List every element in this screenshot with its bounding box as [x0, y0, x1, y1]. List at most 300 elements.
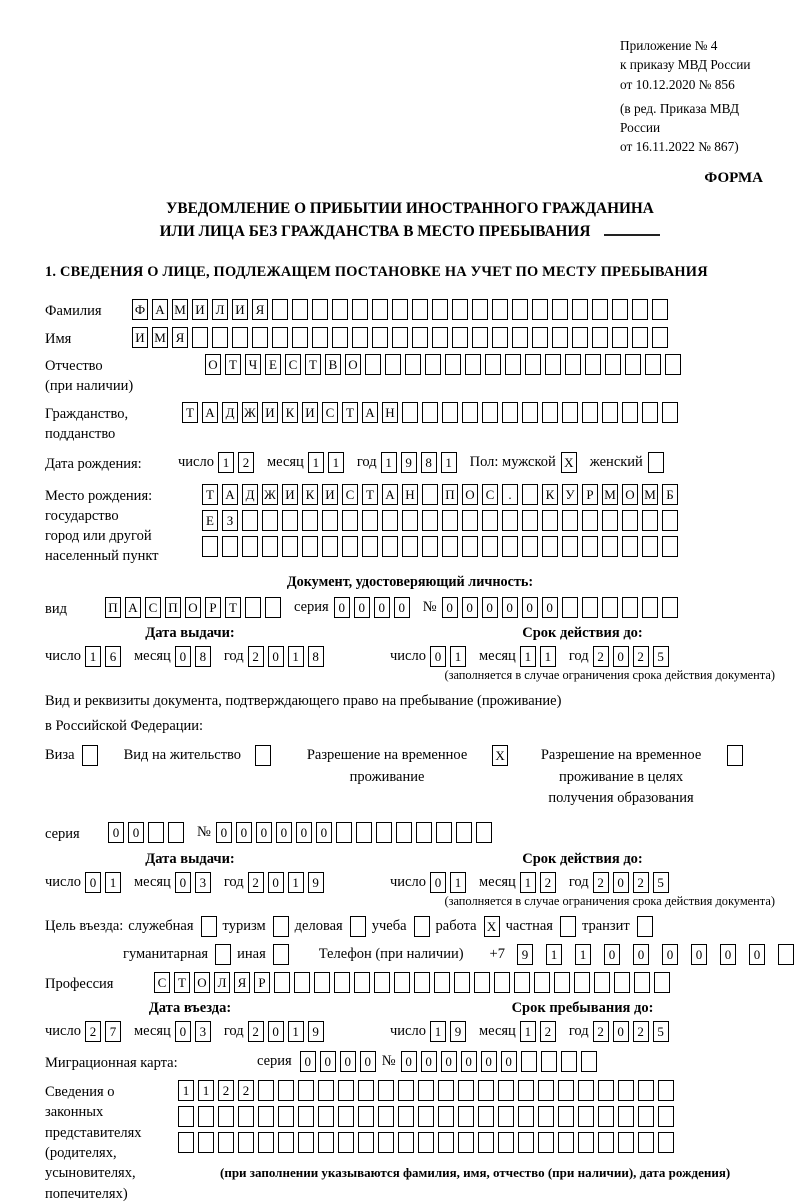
char-cell[interactable]: [578, 1080, 594, 1101]
char-cell[interactable]: [416, 822, 432, 843]
char-cell[interactable]: [334, 972, 350, 993]
char-cell[interactable]: [538, 1106, 554, 1127]
char-cell[interactable]: [525, 354, 541, 375]
phone-input[interactable]: [510, 944, 800, 965]
char-cell[interactable]: [422, 536, 438, 557]
char-cell[interactable]: [638, 1080, 654, 1101]
char-cell[interactable]: [505, 354, 521, 375]
char-cell[interactable]: [238, 1132, 254, 1153]
char-cell[interactable]: 0: [216, 822, 232, 843]
char-cell[interactable]: [532, 299, 548, 320]
char-cell[interactable]: Т: [362, 484, 378, 505]
char-cell[interactable]: 0: [401, 1051, 417, 1072]
char-cell[interactable]: [498, 1106, 514, 1127]
doc-valid-year-input[interactable]: [593, 646, 673, 667]
char-cell[interactable]: [492, 327, 508, 348]
char-cell[interactable]: О: [462, 484, 478, 505]
char-cell[interactable]: 0: [430, 646, 446, 667]
char-cell[interactable]: [332, 299, 348, 320]
char-cell[interactable]: [622, 536, 638, 557]
char-cell[interactable]: [402, 402, 418, 423]
char-cell[interactable]: [498, 1132, 514, 1153]
char-cell[interactable]: [178, 1106, 194, 1127]
char-cell[interactable]: [645, 354, 661, 375]
char-cell[interactable]: 9: [517, 944, 533, 965]
char-cell[interactable]: М: [152, 327, 168, 348]
char-cell[interactable]: Т: [174, 972, 190, 993]
char-cell[interactable]: [272, 327, 288, 348]
char-cell[interactable]: [202, 536, 218, 557]
stay-year-input[interactable]: [593, 1021, 673, 1042]
char-cell[interactable]: [552, 299, 568, 320]
char-cell[interactable]: 8: [308, 646, 324, 667]
birthplace-line1-input[interactable]: [202, 484, 682, 505]
doc-valid-month-input[interactable]: [520, 646, 560, 667]
char-cell[interactable]: [541, 1051, 557, 1072]
char-cell[interactable]: [314, 972, 330, 993]
char-cell[interactable]: [498, 1080, 514, 1101]
char-cell[interactable]: К: [282, 402, 298, 423]
char-cell[interactable]: [212, 327, 228, 348]
char-cell[interactable]: [445, 354, 461, 375]
char-cell[interactable]: 0: [613, 1021, 629, 1042]
res-issue-year-input[interactable]: [248, 872, 328, 893]
char-cell[interactable]: [222, 536, 238, 557]
sex-female-checkbox[interactable]: [648, 452, 664, 473]
char-cell[interactable]: 0: [482, 597, 498, 618]
char-cell[interactable]: [632, 327, 648, 348]
char-cell[interactable]: [452, 327, 468, 348]
char-cell[interactable]: [602, 536, 618, 557]
doc-number-input[interactable]: [442, 597, 682, 618]
char-cell[interactable]: П: [442, 484, 458, 505]
char-cell[interactable]: И: [232, 299, 248, 320]
char-cell[interactable]: 2: [633, 872, 649, 893]
char-cell[interactable]: 0: [175, 1021, 191, 1042]
char-cell[interactable]: 0: [354, 597, 370, 618]
char-cell[interactable]: 0: [128, 822, 144, 843]
char-cell[interactable]: [605, 354, 621, 375]
char-cell[interactable]: [436, 822, 452, 843]
char-cell[interactable]: [218, 1132, 234, 1153]
char-cell[interactable]: 0: [268, 1021, 284, 1042]
char-cell[interactable]: [662, 510, 678, 531]
char-cell[interactable]: 0: [522, 597, 538, 618]
char-cell[interactable]: О: [205, 354, 221, 375]
char-cell[interactable]: [534, 972, 550, 993]
char-cell[interactable]: [278, 1080, 294, 1101]
char-cell[interactable]: 1: [105, 872, 121, 893]
char-cell[interactable]: [482, 402, 498, 423]
char-cell[interactable]: Т: [305, 354, 321, 375]
char-cell[interactable]: [582, 536, 598, 557]
char-cell[interactable]: 9: [308, 1021, 324, 1042]
char-cell[interactable]: [638, 1106, 654, 1127]
char-cell[interactable]: [572, 299, 588, 320]
char-cell[interactable]: [558, 1132, 574, 1153]
char-cell[interactable]: [642, 536, 658, 557]
char-cell[interactable]: [298, 1106, 314, 1127]
char-cell[interactable]: [425, 354, 441, 375]
char-cell[interactable]: 0: [501, 1051, 517, 1072]
char-cell[interactable]: [378, 1106, 394, 1127]
char-cell[interactable]: [365, 354, 381, 375]
char-cell[interactable]: [242, 536, 258, 557]
char-cell[interactable]: [352, 327, 368, 348]
char-cell[interactable]: [438, 1132, 454, 1153]
char-cell[interactable]: 1: [308, 452, 324, 473]
char-cell[interactable]: [642, 510, 658, 531]
char-cell[interactable]: П: [165, 597, 181, 618]
char-cell[interactable]: 9: [308, 872, 324, 893]
char-cell[interactable]: 7: [105, 1021, 121, 1042]
char-cell[interactable]: Ф: [132, 299, 148, 320]
char-cell[interactable]: [598, 1080, 614, 1101]
char-cell[interactable]: [432, 299, 448, 320]
char-cell[interactable]: [602, 597, 618, 618]
char-cell[interactable]: [562, 402, 578, 423]
char-cell[interactable]: 0: [85, 872, 101, 893]
char-cell[interactable]: [278, 1132, 294, 1153]
char-cell[interactable]: Л: [214, 972, 230, 993]
char-cell[interactable]: Я: [252, 299, 268, 320]
char-cell[interactable]: [292, 327, 308, 348]
char-cell[interactable]: Д: [222, 402, 238, 423]
char-cell[interactable]: 2: [238, 1080, 254, 1101]
char-cell[interactable]: [502, 510, 518, 531]
mig-number-input[interactable]: [401, 1051, 601, 1072]
char-cell[interactable]: М: [172, 299, 188, 320]
char-cell[interactable]: [561, 1051, 577, 1072]
char-cell[interactable]: О: [622, 484, 638, 505]
patronymic-input[interactable]: [205, 354, 685, 375]
char-cell[interactable]: 0: [461, 1051, 477, 1072]
birth-year-input[interactable]: [381, 452, 461, 473]
char-cell[interactable]: Е: [202, 510, 218, 531]
char-cell[interactable]: 0: [613, 646, 629, 667]
char-cell[interactable]: [338, 1132, 354, 1153]
char-cell[interactable]: К: [302, 484, 318, 505]
char-cell[interactable]: [422, 510, 438, 531]
char-cell[interactable]: [432, 327, 448, 348]
char-cell[interactable]: 0: [462, 597, 478, 618]
char-cell[interactable]: [512, 327, 528, 348]
char-cell[interactable]: Т: [182, 402, 198, 423]
char-cell[interactable]: [374, 972, 390, 993]
char-cell[interactable]: 0: [300, 1051, 316, 1072]
char-cell[interactable]: [478, 1106, 494, 1127]
char-cell[interactable]: [278, 1106, 294, 1127]
char-cell[interactable]: [462, 536, 478, 557]
char-cell[interactable]: [238, 1106, 254, 1127]
char-cell[interactable]: [494, 972, 510, 993]
char-cell[interactable]: Р: [254, 972, 270, 993]
char-cell[interactable]: [456, 822, 472, 843]
char-cell[interactable]: 1: [575, 944, 591, 965]
representatives-line1-input[interactable]: [178, 1080, 730, 1101]
stay-month-input[interactable]: [520, 1021, 560, 1042]
char-cell[interactable]: [318, 1080, 334, 1101]
char-cell[interactable]: [565, 354, 581, 375]
char-cell[interactable]: 0: [421, 1051, 437, 1072]
char-cell[interactable]: [265, 597, 281, 618]
char-cell[interactable]: [298, 1132, 314, 1153]
char-cell[interactable]: Р: [582, 484, 598, 505]
char-cell[interactable]: И: [302, 402, 318, 423]
char-cell[interactable]: А: [202, 402, 218, 423]
char-cell[interactable]: С: [482, 484, 498, 505]
res-valid-month-input[interactable]: [520, 872, 560, 893]
char-cell[interactable]: 2: [633, 646, 649, 667]
char-cell[interactable]: [434, 972, 450, 993]
char-cell[interactable]: [642, 402, 658, 423]
purpose-official-checkbox[interactable]: [201, 916, 217, 937]
char-cell[interactable]: [512, 299, 528, 320]
profession-input[interactable]: [154, 972, 674, 993]
char-cell[interactable]: О: [194, 972, 210, 993]
char-cell[interactable]: [282, 510, 298, 531]
char-cell[interactable]: Ж: [242, 402, 258, 423]
char-cell[interactable]: 6: [105, 646, 121, 667]
char-cell[interactable]: Ч: [245, 354, 261, 375]
char-cell[interactable]: И: [322, 484, 338, 505]
char-cell[interactable]: [542, 402, 558, 423]
char-cell[interactable]: 8: [421, 452, 437, 473]
purpose-other-checkbox[interactable]: [273, 944, 289, 965]
char-cell[interactable]: [392, 299, 408, 320]
char-cell[interactable]: Т: [225, 597, 241, 618]
char-cell[interactable]: [462, 510, 478, 531]
char-cell[interactable]: 1: [450, 646, 466, 667]
char-cell[interactable]: [198, 1106, 214, 1127]
char-cell[interactable]: [394, 972, 410, 993]
char-cell[interactable]: [582, 402, 598, 423]
char-cell[interactable]: [545, 354, 561, 375]
char-cell[interactable]: [376, 822, 392, 843]
char-cell[interactable]: 0: [340, 1051, 356, 1072]
char-cell[interactable]: [514, 972, 530, 993]
char-cell[interactable]: [538, 1132, 554, 1153]
purpose-work-checkbox[interactable]: X: [484, 916, 500, 937]
res-number-input[interactable]: [216, 822, 496, 843]
char-cell[interactable]: 1: [546, 944, 562, 965]
char-cell[interactable]: 2: [85, 1021, 101, 1042]
char-cell[interactable]: 1: [520, 872, 536, 893]
char-cell[interactable]: 5: [653, 872, 669, 893]
char-cell[interactable]: 2: [248, 1021, 264, 1042]
char-cell[interactable]: 1: [288, 872, 304, 893]
char-cell[interactable]: 0: [374, 597, 390, 618]
char-cell[interactable]: [572, 327, 588, 348]
char-cell[interactable]: [472, 327, 488, 348]
char-cell[interactable]: [652, 299, 668, 320]
char-cell[interactable]: Н: [402, 484, 418, 505]
char-cell[interactable]: 0: [720, 944, 736, 965]
char-cell[interactable]: [336, 822, 352, 843]
char-cell[interactable]: [602, 510, 618, 531]
birthplace-line2-input[interactable]: [202, 510, 682, 531]
char-cell[interactable]: Я: [234, 972, 250, 993]
mig-series-input[interactable]: [300, 1051, 380, 1072]
char-cell[interactable]: У: [562, 484, 578, 505]
char-cell[interactable]: [632, 299, 648, 320]
char-cell[interactable]: [282, 536, 298, 557]
char-cell[interactable]: [338, 1080, 354, 1101]
char-cell[interactable]: [522, 402, 538, 423]
char-cell[interactable]: [192, 327, 208, 348]
char-cell[interactable]: [292, 299, 308, 320]
res-issue-day-input[interactable]: [85, 872, 125, 893]
char-cell[interactable]: 0: [442, 597, 458, 618]
char-cell[interactable]: [662, 402, 678, 423]
char-cell[interactable]: [598, 1106, 614, 1127]
purpose-study-checkbox[interactable]: [414, 916, 430, 937]
purpose-transit-checkbox[interactable]: [637, 916, 653, 937]
char-cell[interactable]: [458, 1080, 474, 1101]
doc-issue-month-input[interactable]: [175, 646, 215, 667]
char-cell[interactable]: З: [222, 510, 238, 531]
char-cell[interactable]: [318, 1132, 334, 1153]
char-cell[interactable]: 2: [593, 872, 609, 893]
char-cell[interactable]: 0: [316, 822, 332, 843]
char-cell[interactable]: [614, 972, 630, 993]
char-cell[interactable]: [582, 510, 598, 531]
char-cell[interactable]: [625, 354, 641, 375]
char-cell[interactable]: [518, 1080, 534, 1101]
char-cell[interactable]: 2: [593, 646, 609, 667]
char-cell[interactable]: 1: [198, 1080, 214, 1101]
char-cell[interactable]: 1: [540, 646, 556, 667]
char-cell[interactable]: 2: [633, 1021, 649, 1042]
char-cell[interactable]: М: [602, 484, 618, 505]
doc-valid-day-input[interactable]: [430, 646, 470, 667]
char-cell[interactable]: [452, 299, 468, 320]
char-cell[interactable]: [476, 822, 492, 843]
char-cell[interactable]: [594, 972, 610, 993]
char-cell[interactable]: [258, 1080, 274, 1101]
char-cell[interactable]: [232, 327, 248, 348]
char-cell[interactable]: 1: [381, 452, 397, 473]
char-cell[interactable]: С: [154, 972, 170, 993]
char-cell[interactable]: [585, 354, 601, 375]
char-cell[interactable]: 5: [653, 646, 669, 667]
char-cell[interactable]: [442, 536, 458, 557]
char-cell[interactable]: [552, 327, 568, 348]
char-cell[interactable]: [622, 510, 638, 531]
char-cell[interactable]: В: [325, 354, 341, 375]
char-cell[interactable]: [558, 1080, 574, 1101]
char-cell[interactable]: [642, 597, 658, 618]
char-cell[interactable]: [578, 1132, 594, 1153]
char-cell[interactable]: И: [262, 402, 278, 423]
doc-issue-day-input[interactable]: [85, 646, 125, 667]
residence-permit-checkbox[interactable]: [255, 745, 271, 766]
char-cell[interactable]: 2: [540, 872, 556, 893]
char-cell[interactable]: [618, 1132, 634, 1153]
birth-day-input[interactable]: [218, 452, 258, 473]
char-cell[interactable]: 8: [195, 646, 211, 667]
char-cell[interactable]: 5: [653, 1021, 669, 1042]
char-cell[interactable]: [418, 1080, 434, 1101]
char-cell[interactable]: [472, 299, 488, 320]
char-cell[interactable]: [538, 1080, 554, 1101]
char-cell[interactable]: [522, 484, 538, 505]
char-cell[interactable]: 0: [394, 597, 410, 618]
char-cell[interactable]: [422, 484, 438, 505]
char-cell[interactable]: [652, 327, 668, 348]
char-cell[interactable]: [492, 299, 508, 320]
char-cell[interactable]: [385, 354, 401, 375]
char-cell[interactable]: [542, 510, 558, 531]
doc-type-input[interactable]: [105, 597, 285, 618]
char-cell[interactable]: [356, 822, 372, 843]
char-cell[interactable]: О: [345, 354, 361, 375]
char-cell[interactable]: [658, 1106, 674, 1127]
char-cell[interactable]: А: [125, 597, 141, 618]
char-cell[interactable]: [598, 1132, 614, 1153]
entry-year-input[interactable]: [248, 1021, 328, 1042]
char-cell[interactable]: [298, 1080, 314, 1101]
char-cell[interactable]: Л: [212, 299, 228, 320]
char-cell[interactable]: 0: [613, 872, 629, 893]
char-cell[interactable]: [362, 536, 378, 557]
char-cell[interactable]: 9: [401, 452, 417, 473]
char-cell[interactable]: [558, 1106, 574, 1127]
char-cell[interactable]: 0: [633, 944, 649, 965]
char-cell[interactable]: [398, 1080, 414, 1101]
char-cell[interactable]: [378, 1132, 394, 1153]
char-cell[interactable]: [218, 1106, 234, 1127]
temp-residence-checkbox[interactable]: X: [492, 745, 508, 766]
sex-male-checkbox[interactable]: X: [561, 452, 577, 473]
char-cell[interactable]: [322, 536, 338, 557]
char-cell[interactable]: А: [382, 484, 398, 505]
char-cell[interactable]: 9: [450, 1021, 466, 1042]
entry-day-input[interactable]: [85, 1021, 125, 1042]
char-cell[interactable]: [412, 327, 428, 348]
char-cell[interactable]: .: [502, 484, 518, 505]
char-cell[interactable]: [382, 510, 398, 531]
char-cell[interactable]: [562, 510, 578, 531]
char-cell[interactable]: Б: [662, 484, 678, 505]
char-cell[interactable]: С: [322, 402, 338, 423]
char-cell[interactable]: 0: [441, 1051, 457, 1072]
res-series-input[interactable]: [108, 822, 188, 843]
char-cell[interactable]: [262, 536, 278, 557]
char-cell[interactable]: [478, 1080, 494, 1101]
char-cell[interactable]: [272, 299, 288, 320]
representatives-line3-input[interactable]: [178, 1132, 730, 1153]
char-cell[interactable]: [312, 327, 328, 348]
char-cell[interactable]: 0: [542, 597, 558, 618]
char-cell[interactable]: О: [185, 597, 201, 618]
char-cell[interactable]: 2: [593, 1021, 609, 1042]
purpose-private-checkbox[interactable]: [560, 916, 576, 937]
char-cell[interactable]: Т: [202, 484, 218, 505]
char-cell[interactable]: [612, 299, 628, 320]
entry-month-input[interactable]: [175, 1021, 215, 1042]
res-valid-day-input[interactable]: [430, 872, 470, 893]
char-cell[interactable]: С: [285, 354, 301, 375]
char-cell[interactable]: 1: [178, 1080, 194, 1101]
char-cell[interactable]: 1: [288, 646, 304, 667]
res-valid-year-input[interactable]: [593, 872, 673, 893]
char-cell[interactable]: Д: [242, 484, 258, 505]
surname-input[interactable]: [132, 299, 672, 320]
char-cell[interactable]: [522, 510, 538, 531]
char-cell[interactable]: [662, 597, 678, 618]
char-cell[interactable]: 0: [502, 597, 518, 618]
